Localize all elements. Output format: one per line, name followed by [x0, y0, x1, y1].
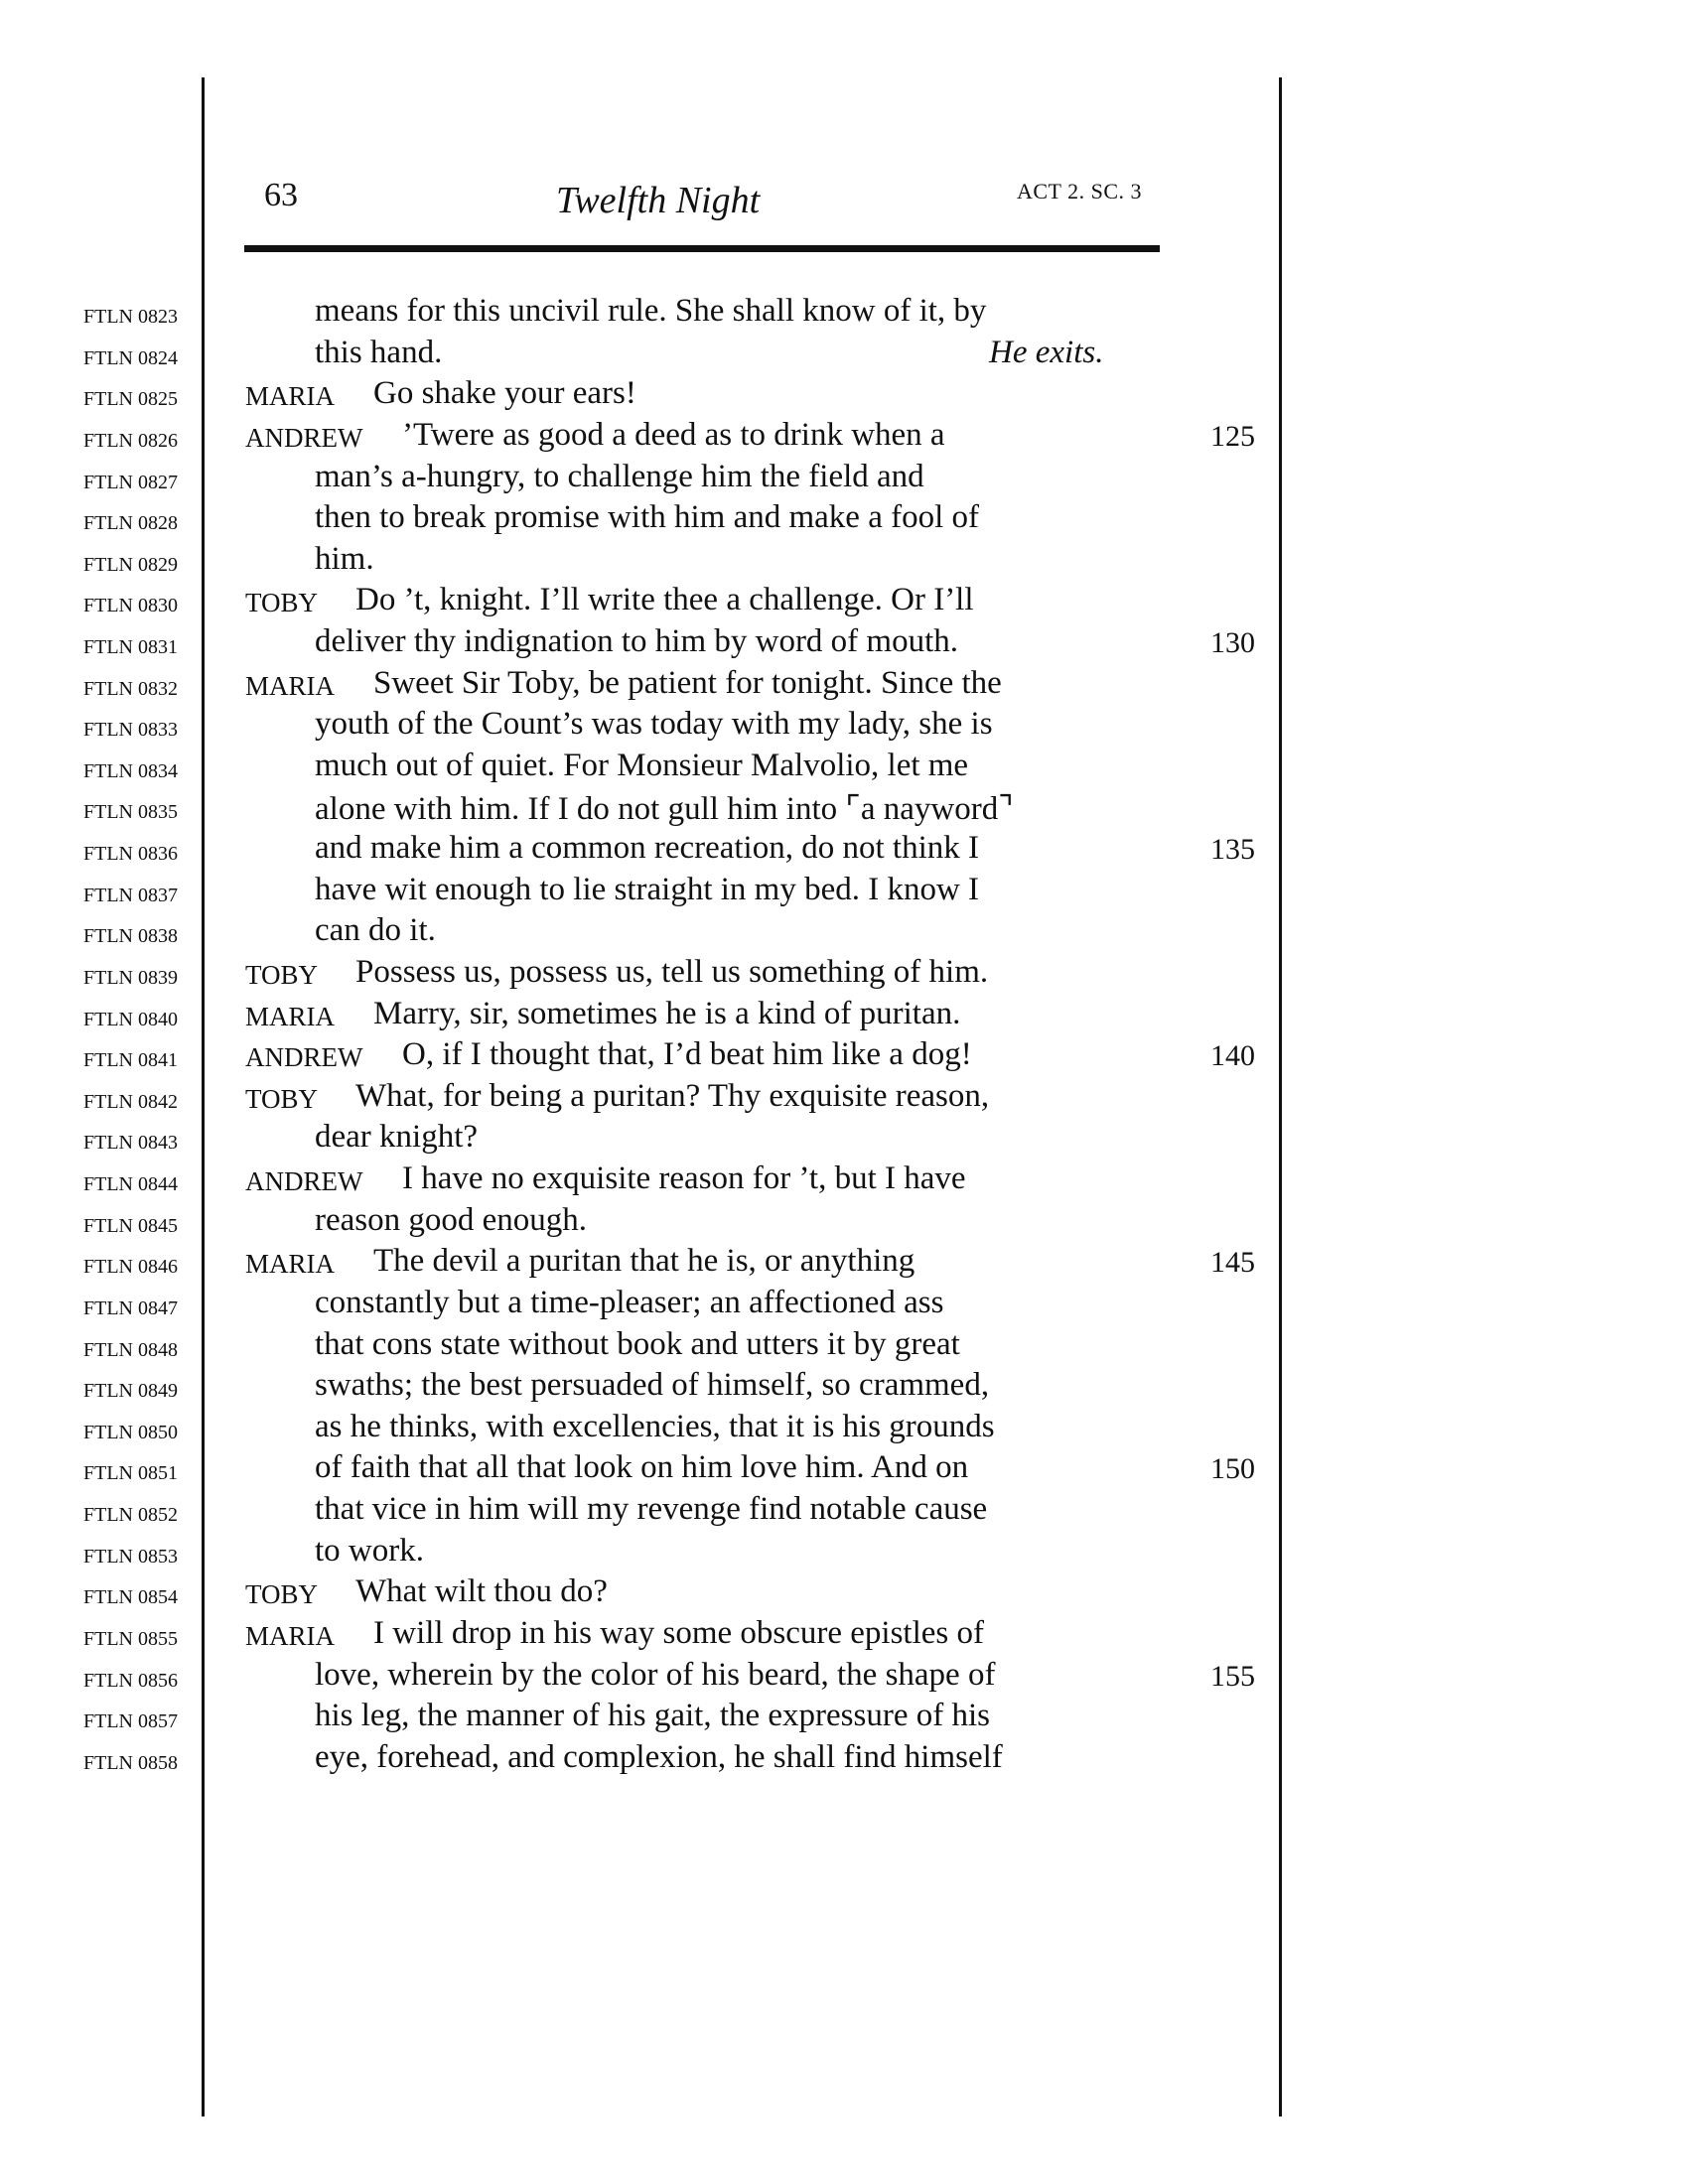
ftln-number: FTLN 0830	[83, 595, 178, 617]
speaker-name: TOBY	[245, 1579, 319, 1610]
ftln-number: FTLN 0829	[83, 553, 178, 576]
line-number: 150	[1210, 1452, 1255, 1486]
ftln-number: FTLN 0828	[83, 512, 178, 535]
line-text: him.	[315, 540, 374, 577]
ftln-number: FTLN 0837	[83, 884, 178, 906]
play-line	[0, 293, 1688, 335]
play-line	[0, 748, 1688, 789]
play-line	[0, 830, 1688, 872]
ftln-number: FTLN 0825	[83, 388, 178, 411]
play-line	[0, 788, 1688, 830]
play-line	[0, 1615, 1688, 1657]
play-line	[0, 459, 1688, 500]
ftln-number: FTLN 0851	[83, 1462, 178, 1485]
ftln-number: FTLN 0838	[83, 925, 178, 948]
line-text: O, if I thought that, I’d beat him like a dog!	[402, 1036, 972, 1073]
play-line	[0, 1036, 1688, 1078]
line-number: 130	[1210, 626, 1255, 659]
play-line	[0, 1573, 1688, 1615]
speaker-name: ANDREW	[245, 1166, 363, 1196]
play-line	[0, 872, 1688, 913]
play-line	[0, 1698, 1688, 1739]
play-line	[0, 1243, 1688, 1285]
line-text: his leg, the manner of his gait, the expressure of his	[315, 1698, 990, 1734]
line-number: 145	[1210, 1246, 1255, 1280]
play-line	[0, 1285, 1688, 1326]
ftln-number: FTLN 0833	[83, 719, 178, 742]
ftln-number: FTLN 0853	[83, 1545, 178, 1568]
speaker-name: ANDREW	[245, 1042, 363, 1073]
play-line	[0, 623, 1688, 665]
ftln-number: FTLN 0846	[83, 1256, 178, 1279]
ftln-number: FTLN 0858	[83, 1751, 178, 1774]
ftln-number: FTLN 0834	[83, 759, 178, 782]
line-number: 140	[1210, 1039, 1255, 1073]
speaker-name: MARIA	[245, 381, 336, 412]
play-line	[0, 706, 1688, 748]
line-number: 135	[1210, 833, 1255, 867]
ftln-number: FTLN 0843	[83, 1132, 178, 1155]
line-text: constantly but a time-pleaser; an affectioned ass	[315, 1284, 944, 1320]
line-text: that cons state without book and utters it by great	[315, 1325, 960, 1362]
play-line	[0, 954, 1688, 996]
ftln-number: FTLN 0823	[83, 306, 178, 328]
line-number: 155	[1210, 1659, 1255, 1693]
line-text: youth of the Count’s was today with my lady, she is	[315, 706, 993, 743]
play-line	[0, 1160, 1688, 1202]
play-line	[0, 1326, 1688, 1368]
play-line	[0, 375, 1688, 417]
line-text: reason good enough.	[315, 1201, 588, 1238]
line-text: as he thinks, with excellencies, that it is his grounds	[315, 1408, 995, 1444]
speaker-name: MARIA	[245, 1620, 336, 1651]
header-rule	[244, 245, 1160, 252]
play-line	[0, 1078, 1688, 1120]
speaker-name: TOBY	[245, 959, 319, 990]
page-title: Twelfth Night	[556, 180, 761, 221]
ftln-number: FTLN 0826	[83, 429, 178, 452]
play-line	[0, 912, 1688, 954]
ftln-number: FTLN 0845	[83, 1214, 178, 1237]
line-text: deliver thy indignation to him by word of mouth.	[315, 623, 959, 659]
page-number: 63	[264, 177, 298, 213]
speaker-name: TOBY	[245, 1083, 319, 1114]
line-text: eye, forehead, and complexion, he shall find himself	[315, 1738, 1003, 1775]
ftln-number: FTLN 0832	[83, 677, 178, 700]
play-line	[0, 1491, 1688, 1533]
play-line	[0, 1449, 1688, 1491]
line-number: 125	[1210, 419, 1255, 453]
line-text: to work.	[315, 1532, 424, 1569]
line-text: Go shake your ears!	[373, 375, 636, 412]
play-line	[0, 1657, 1688, 1699]
line-text: Do ’t, knight. I’ll write thee a challenge. Or I’ll	[355, 582, 974, 618]
line-text: alone with him. If I do not gull him into ⌜a nayword⌝	[315, 791, 1014, 828]
play-line	[0, 335, 1688, 376]
speaker-name: MARIA	[245, 1249, 336, 1280]
line-text: Possess us, possess us, tell us something of him.	[355, 953, 989, 990]
line-text: that vice in him will my revenge find notable cause	[315, 1491, 988, 1527]
line-text: swaths; the best persuaded of himself, so crammed,	[315, 1367, 990, 1404]
ftln-number: FTLN 0844	[83, 1173, 178, 1195]
play-line	[0, 417, 1688, 459]
play-line	[0, 1533, 1688, 1574]
ftln-number: FTLN 0839	[83, 966, 178, 989]
line-text: can do it.	[315, 912, 436, 949]
line-text: I will drop in his way some obscure epistles of	[373, 1614, 984, 1651]
speaker-name: ANDREW	[245, 422, 363, 453]
line-text: Marry, sir, sometimes he is a kind of puritan.	[373, 995, 961, 1031]
line-text: What wilt thou do?	[355, 1573, 608, 1610]
line-text: ’Twere as good a deed as to drink when a	[402, 416, 945, 453]
ftln-number: FTLN 0849	[83, 1380, 178, 1403]
line-text: dear knight?	[315, 1119, 479, 1156]
play-line	[0, 996, 1688, 1037]
line-text: What, for being a puritan? Thy exquisite reason,	[355, 1077, 990, 1114]
line-text: much out of quiet. For Monsieur Malvolio, let me	[315, 747, 969, 783]
play-line	[0, 1202, 1688, 1244]
line-text: this hand.	[315, 334, 443, 370]
ftln-number: FTLN 0848	[83, 1338, 178, 1361]
line-text: I have no exquisite reason for ’t, but I have	[402, 1160, 966, 1196]
ftln-number: FTLN 0847	[83, 1297, 178, 1319]
ftln-number: FTLN 0824	[83, 346, 178, 369]
play-line	[0, 1119, 1688, 1160]
ftln-number: FTLN 0854	[83, 1586, 178, 1609]
speaker-name: TOBY	[245, 588, 319, 618]
ftln-number: FTLN 0836	[83, 843, 178, 866]
play-line	[0, 541, 1688, 583]
line-text: man’s a-hungry, to challenge him the field and	[315, 458, 924, 494]
play-line	[0, 1739, 1688, 1781]
ftln-number: FTLN 0835	[83, 801, 178, 824]
line-text: and make him a common recreation, do not think I	[315, 830, 979, 867]
act-scene-label: ACT 2. SC. 3	[1017, 179, 1143, 204]
speaker-name: MARIA	[245, 670, 336, 701]
line-text: of faith that all that look on him love him. And on	[315, 1449, 969, 1486]
play-line	[0, 1409, 1688, 1450]
ftln-number: FTLN 0827	[83, 471, 178, 493]
ftln-number: FTLN 0855	[83, 1627, 178, 1650]
ftln-number: FTLN 0856	[83, 1669, 178, 1692]
line-text: then to break promise with him and make a fool of	[315, 499, 979, 536]
ftln-number: FTLN 0840	[83, 1008, 178, 1030]
line-text: have wit enough to lie straight in my bed. I know I	[315, 871, 980, 907]
line-text: love, wherein by the color of his beard, the shape of	[315, 1656, 996, 1693]
speaker-name: MARIA	[245, 1001, 336, 1031]
stage-direction: He exits.	[989, 334, 1104, 370]
line-text: Sweet Sir Toby, be patient for tonight. Since the	[373, 664, 1002, 701]
line-text: The devil a puritan that he is, or anything	[373, 1243, 915, 1280]
ftln-number: FTLN 0842	[83, 1090, 178, 1113]
play-line	[0, 665, 1688, 707]
ftln-number: FTLN 0850	[83, 1421, 178, 1443]
ftln-number: FTLN 0831	[83, 636, 178, 658]
play-line	[0, 582, 1688, 623]
play-line	[0, 1367, 1688, 1409]
play-line	[0, 499, 1688, 541]
line-text: means for this uncivil rule. She shall know of it, by	[315, 293, 987, 329]
ftln-number: FTLN 0857	[83, 1710, 178, 1733]
ftln-number: FTLN 0841	[83, 1049, 178, 1072]
ftln-number: FTLN 0852	[83, 1504, 178, 1526]
